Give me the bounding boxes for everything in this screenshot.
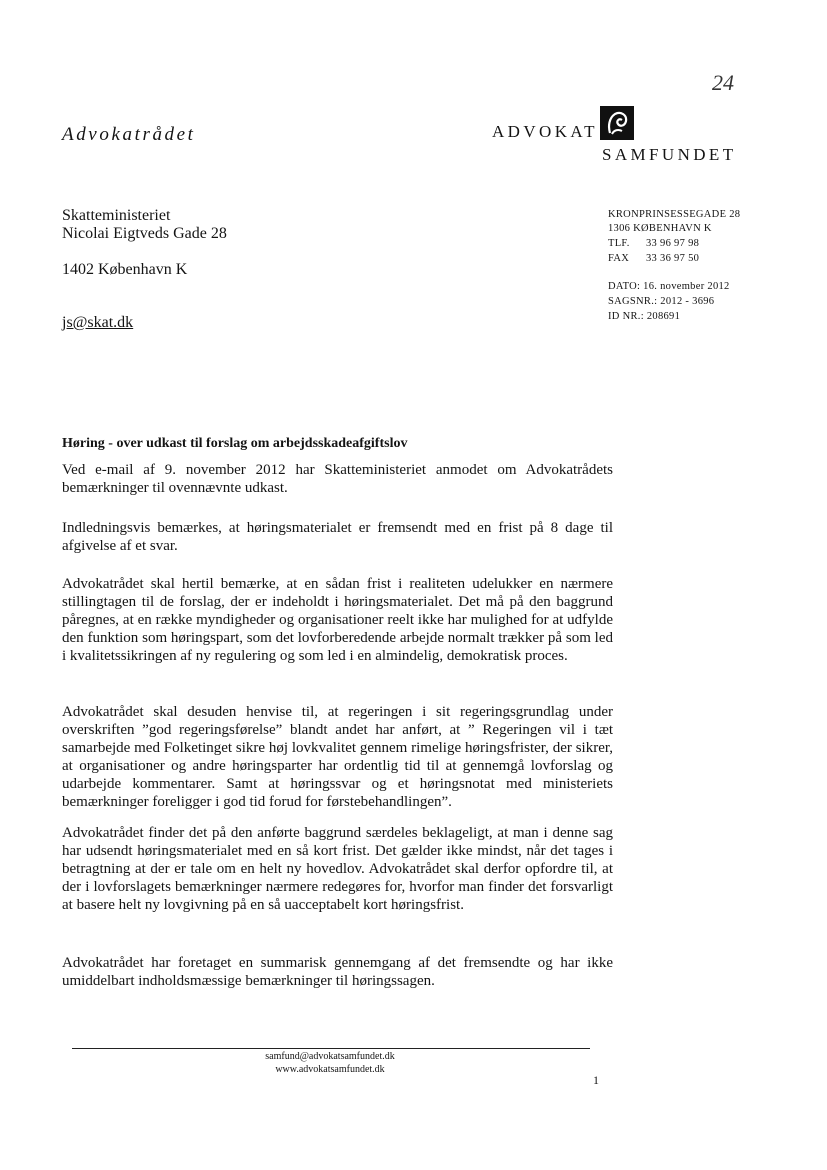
paragraph-3: Advokatrådet skal hertil bemærke, at en sådan frist i realiteten udelukker en nærmere stillingtagen til de forslag, der er indeholdt i høringsmaterialet. Det må på den baggrund påregnes, at en række myndigheder og organisationer reelt ikke har mulighed for at udfylde den funktion som høringspart, som det lovforberedende arbejde normalt trækker på som led i kvalitetssikringen af ny regulering og som led i en almindelig, demokratisk proces. xyxy=(62,576,613,664)
paragraph-4: Advokatrådet skal desuden henvise til, at regeringen i sit regeringsgrundlag under overskriften ”god regeringsførelse” blandt andet har anført, at ” Regeringen vil i tæt samarbejde med Folketinget sikre høj lovkvalitet gennem rimelige høringsfrister, der sikrer, at organisationer og andre høringsparter har ordentlig tid til at gennemgå lovforslag og udarbejde kommentarer. Samt at høringssvar og et høringsnotat med ministeriets bemærkninger foreligger i god tid forud for førstebehandlingen”. xyxy=(62,704,613,810)
sender-phone xyxy=(608,237,699,250)
letterhead-advokat: ADVOKAT xyxy=(492,122,598,141)
footer-divider xyxy=(72,1048,590,1049)
paragraph-5: Advokatrådet finder det på den anførte baggrund særdeles beklageligt, at man i denne sag har udsendt høringsmaterialet med en så kort frist. Det gælder ikke mindst, når det tages i betragtning at der er tale om en helt ny hovedlov. Advokatrådet skal derfor opfordre til, at der i lovforslagets bemærkninger nærmere redegøres for, hvorfor man finder det forsvarligt at basere helt ny lovgivning på en så uacceptabelt kort høringsfrist. xyxy=(62,825,613,913)
footer-website-link[interactable]: www.advokatsamfundet.dk xyxy=(275,1064,385,1075)
recipient-street: Nicolai Eigtveds Gade 28 xyxy=(62,225,227,242)
id-number: ID NR.: 208691 xyxy=(608,311,681,322)
phone-value: 33 96 97 98 xyxy=(646,238,700,249)
letterhead-advokatraadet: Advokatrådet xyxy=(62,124,196,145)
sender-street: KRONPRINSESSEGADE 28 xyxy=(608,209,741,220)
recipient-email-link[interactable]: js@skat.dk xyxy=(62,314,134,331)
paragraph-2: Indledningsvis bemærkes, at høringsmaterialet er fremsendt med en frist på 8 dage til afgivelse af et svar. xyxy=(62,520,613,554)
letterhead-samfundet: SAMFUNDET xyxy=(602,145,737,164)
letter-subject: Høring - over udkast til forslag om arbejdsskadeafgiftslov xyxy=(62,436,408,451)
fax-value: 33 36 97 50 xyxy=(646,253,700,264)
phone-label: TLF. xyxy=(608,238,630,249)
sender-city: 1306 KØBENHAVN K xyxy=(608,223,712,234)
recipient-city: 1402 København K xyxy=(62,261,188,278)
sender-fax xyxy=(608,252,699,265)
case-number: SAGSNR.: 2012 - 3696 xyxy=(608,296,715,307)
letter-date: DATO: 16. november 2012 xyxy=(608,281,730,292)
page-number-handwritten: 24 xyxy=(712,70,734,95)
fax-label: FAX xyxy=(608,253,630,264)
paragraph-1: Ved e-mail af 9. november 2012 har Skatteministeriet anmodet om Advokatrådets bemærkninger til ovennævnte udkast. xyxy=(62,462,613,496)
footer-email-link[interactable]: samfund@advokatsamfundet.dk xyxy=(265,1051,395,1062)
paragraph-6: Advokatrådet har foretaget en summarisk gennemgang af det fremsendte og har ikke umiddelbart indholdsmæssige bemærkninger til høringssagen. xyxy=(62,955,613,989)
corner-mark: 1 xyxy=(593,1073,599,1087)
recipient-name: Skatteministeriet xyxy=(62,207,171,224)
advokatsamfundet-logo-icon xyxy=(600,106,634,140)
